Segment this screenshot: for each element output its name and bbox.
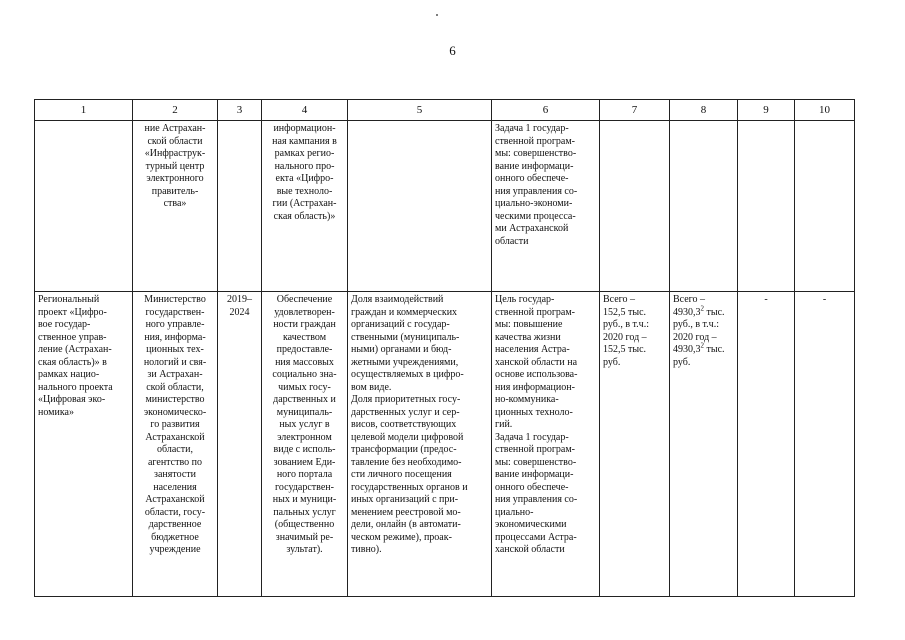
cell-indicators: Доля взаимодействий граждан и коммерческих организаций с государ- ственными (муниципаль- ными) органами и бюд- жетными учреждениями, осуществляемых в цифро- вом виде. Доля приоритетных госу- дарственных услуг и сер- висов, соответствующих целевой модели цифровой трансформации (предос- тавление без необходимо- сти личного посещения государственных органов и иных организаций с при- менением реестровой мо- дели, онлайн (в автомати- ческом режиме), проак- тивно).	[348, 292, 492, 597]
table-row	[35, 121, 855, 292]
cell-project: Региональный проект «Цифро- вое государ- ственное управ- ление (Астрахан- ская область)» в рамках нацио- нального проекта «Цифровая эко- номика»	[35, 292, 133, 597]
footnote-mark: 2	[700, 341, 704, 350]
cell-goal: Задача 1 государ- ственной програм- мы: совершенство- вание информаци- онного обеспече- ния управления со- циально-экономи- ческими процесса- ми Астраханской области	[492, 121, 600, 292]
column-header: 3	[218, 100, 262, 121]
cell-col10	[795, 121, 855, 292]
cell-indicators	[348, 121, 492, 292]
column-header: 2	[133, 100, 218, 121]
cell-col9	[738, 121, 795, 292]
cell-funding-2	[670, 121, 738, 292]
header-row	[35, 100, 855, 121]
column-header: 7	[600, 100, 670, 121]
scan-dot	[436, 14, 438, 16]
cell-col10: -	[795, 292, 855, 597]
column-header: 8	[670, 100, 738, 121]
cell-executor: ние Астрахан- ской области «Инфраструк- турный центр электронного правитель- ства»	[133, 121, 218, 292]
column-header: 9	[738, 100, 795, 121]
column-header: 1	[35, 100, 133, 121]
cell-period: 2019– 2024	[218, 292, 262, 597]
cell-goal: Цель государ- ственной програм- мы: повышение качества жизни населения Астра- ханской области на основе использова- ния информацион- но-коммуника- ционных техноло- гий. Задача 1 государ- ственной програм- мы: совершенство- вание информаци- онного обеспече- ния управления со- циально- экономическими процессами Астра- ханской области	[492, 292, 600, 597]
cell-funding-2	[670, 292, 738, 597]
column-header: 5	[348, 100, 492, 121]
cell-result: информацион- ная кампания в рамках регио- нального про- екта «Цифро- вые техноло- гии (Астрахан- ская область)»	[262, 121, 348, 292]
funding-text: Всего – 4930,3	[673, 294, 706, 318]
column-header: 4	[262, 100, 348, 121]
page-number: 6	[449, 43, 456, 58]
cell-funding-1: Всего – 152,5 тыс. руб., в т.ч.: 2020 год – 152,5 тыс. руб.	[600, 292, 670, 597]
column-header: 6	[492, 100, 600, 121]
column-header: 10	[795, 100, 855, 121]
footnote-mark: 2	[700, 304, 704, 313]
cell-result: Обеспечение удовлетворен- ности граждан качеством предоставле- ния массовых социально зна- чимых госу- дарственных и муниципаль- ных услуг в электронном виде с исполь- зованием Еди- ного портала государствен- ных и муници- пальных услуг (общественно значимый ре- зультат).	[262, 292, 348, 597]
cell-period	[218, 121, 262, 292]
funding-text: тыс. руб.	[673, 344, 725, 368]
funding-text: тыс. руб., в т.ч.: 2020 год – 4930,3	[673, 306, 725, 355]
cell-col9: -	[738, 292, 795, 597]
program-table	[34, 99, 855, 597]
cell-executor: Министерство государствен- ного управле- ния, информа- ционных тех- нологий и свя- зи Астрахан- ской области, министерство экономическо- го развития Астраханской области, агентство по занятости населения Астраханской области, госу- дарственное бюджетное учреждение	[133, 292, 218, 597]
table-row	[35, 292, 855, 597]
cell-project	[35, 121, 133, 292]
cell-funding-1	[600, 121, 670, 292]
